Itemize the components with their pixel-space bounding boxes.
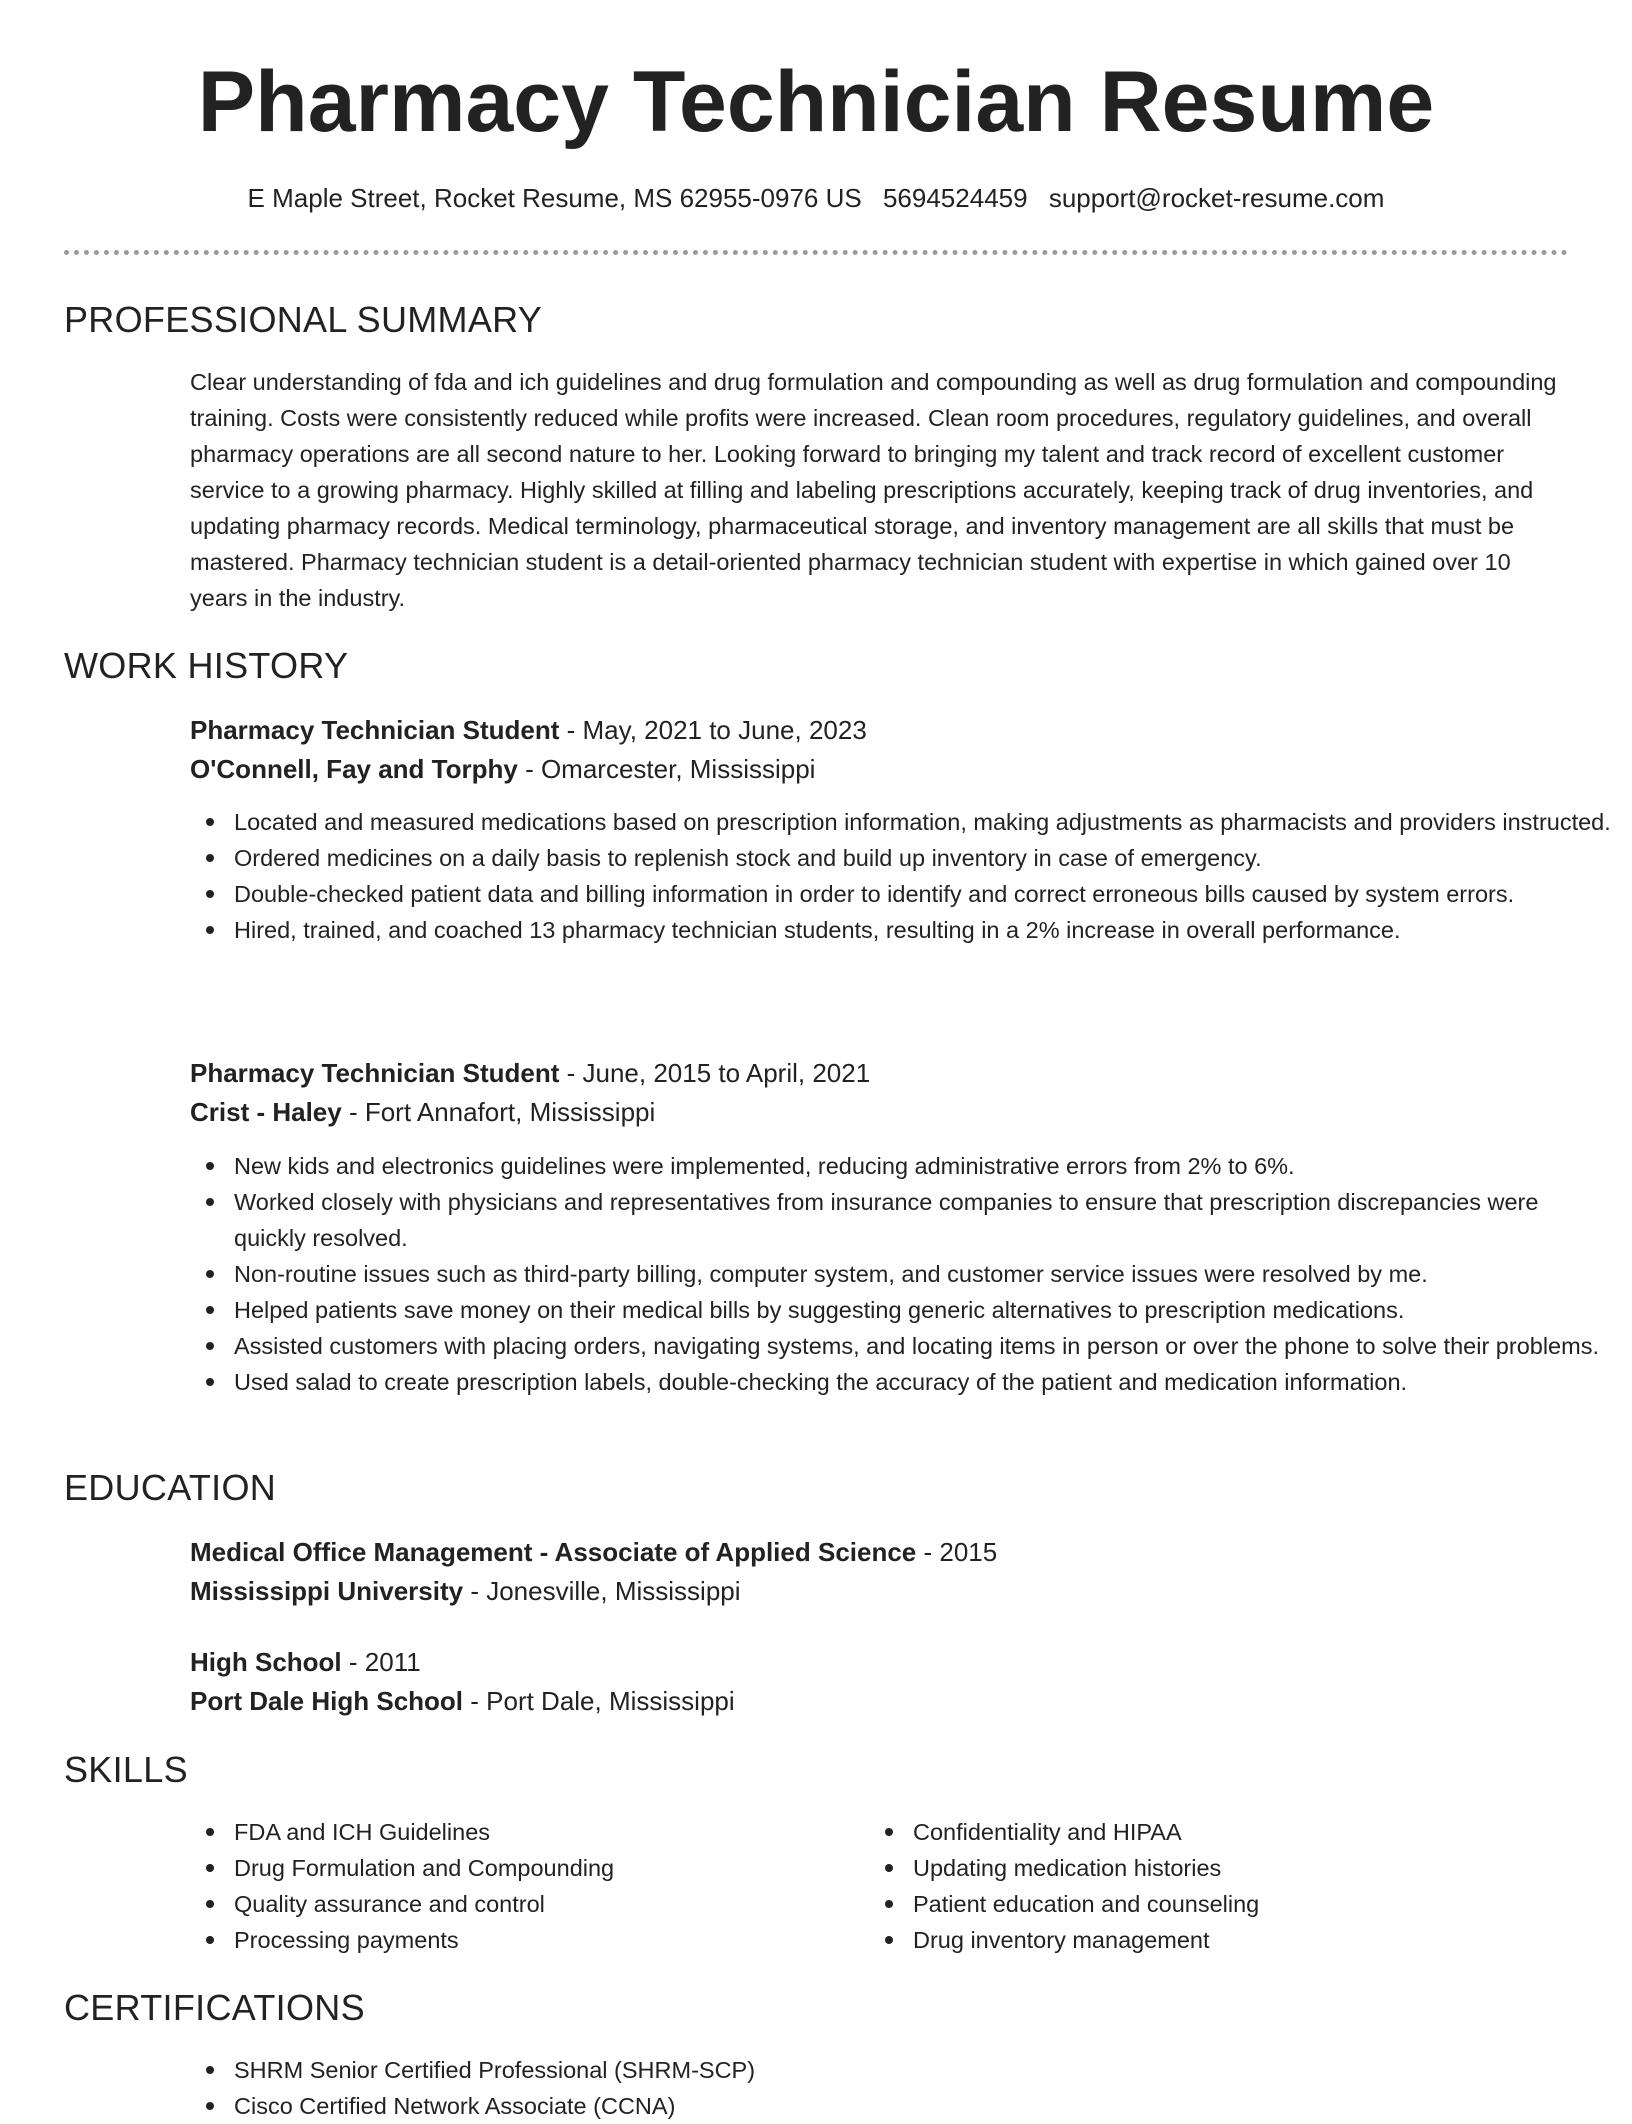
skill-item: Drug inventory management	[913, 1922, 1533, 1958]
job-location: - Fort Annafort, Mississippi	[341, 1097, 656, 1127]
job-bullet: Located and measured medications based on prescription information, making adjustments as pharmacists and providers instructed.	[234, 804, 1614, 840]
skills-list-left	[190, 1814, 854, 1958]
skill-item: Updating medication histories	[913, 1850, 1533, 1886]
job-role-line	[190, 711, 1570, 750]
job-company-line	[190, 750, 1570, 789]
education-degree-line	[190, 1533, 1570, 1572]
education-school: Mississippi University	[190, 1576, 464, 1606]
phone-text: 5694524459	[882, 183, 1028, 213]
job-bullet: Double-checked patient data and billing information in order to identify and correct erroneous bills caused by system errors.	[234, 876, 1614, 912]
skills-heading: SKILLS	[64, 1749, 188, 1790]
job-dates: - May, 2021 to June, 2023	[559, 715, 867, 745]
job-role: Pharmacy Technician Student	[190, 715, 560, 745]
education-year: - 2011	[341, 1647, 421, 1677]
skill-item: Drug Formulation and Compounding	[234, 1850, 854, 1886]
job-location: - Omarcester, Mississippi	[517, 754, 816, 784]
certifications-heading: CERTIFICATIONS	[64, 1987, 365, 2028]
education-degree: Medical Office Management - Associate of Applied Science	[190, 1537, 917, 1567]
job-header	[190, 1054, 1570, 1132]
job-role: Pharmacy Technician Student	[190, 1058, 560, 1088]
email-link[interactable]: support@rocket-resume.com	[1048, 183, 1385, 213]
education-school-line	[190, 1572, 1570, 1611]
education-degree: High School	[190, 1647, 342, 1677]
contact-line	[0, 180, 1632, 216]
education-entry	[190, 1533, 1570, 1611]
job-bullet: New kids and electronics guidelines were implemented, reducing administrative errors from 2% to 6%.	[234, 1148, 1614, 1184]
header-divider	[64, 250, 1568, 255]
job-role-line	[190, 1054, 1570, 1093]
job-bullet-list	[190, 804, 1614, 948]
summary-text: Clear understanding of fda and ich guidelines and drug formulation and compounding as well as drug formulation and compounding training. Costs were consistently reduced while profits were increased. Clean room procedures, regulatory guidelines, and overall pharmacy operations are all second nature to her. Looking forward to bringing my talent and track record of excellent customer service to a growing pharmacy. Highly skilled at filling and labeling prescriptions accurately, keeping track of drug inventories, and updating pharmacy records. Medical terminology, pharmaceutical storage, and inventory management are all skills that must be mastered. Pharmacy technician student is a detail-oriented pharmacy technician student with expertise in which gained over 10 years in the industry.	[190, 369, 1557, 611]
education-degree-line	[190, 1643, 1570, 1682]
work-history-heading: WORK HISTORY	[64, 645, 349, 686]
job-bullet-list	[190, 1148, 1614, 1400]
skill-item: Quality assurance and control	[234, 1886, 854, 1922]
education-location: - Jonesville, Mississippi	[463, 1576, 741, 1606]
education-school: Port Dale High School	[190, 1686, 464, 1716]
job-bullet: Non-routine issues such as third-party billing, computer system, and customer service issues were resolved by me.	[234, 1256, 1614, 1292]
job-bullet: Used salad to create prescription labels, double-checking the accuracy of the patient and medication information.	[234, 1364, 1614, 1400]
job-company-line	[190, 1093, 1570, 1132]
certification-item: Cisco Certified Network Associate (CCNA)	[234, 2088, 1614, 2124]
education-entry	[190, 1643, 1570, 1721]
education-school-line	[190, 1682, 1570, 1721]
address-text: E Maple Street, Rocket Resume, MS 62955-0976 US	[247, 183, 862, 213]
job-bullet: Ordered medicines on a daily basis to replenish stock and build up inventory in case of emergency.	[234, 840, 1614, 876]
skill-item: FDA and ICH Guidelines	[234, 1814, 854, 1850]
job-bullet: Hired, trained, and coached 13 pharmacy technician students, resulting in a 2% increase in overall performance.	[234, 912, 1614, 948]
resume-title: Pharmacy Technician Resume	[197, 54, 1435, 150]
skills-list-right	[869, 1814, 1533, 1958]
job-company: O'Connell, Fay and Torphy	[190, 754, 518, 784]
job-company: Crist - Haley	[190, 1097, 342, 1127]
education-location: - Port Dale, Mississippi	[463, 1686, 735, 1716]
job-header	[190, 711, 1570, 789]
summary-heading: PROFESSIONAL SUMMARY	[64, 299, 543, 340]
job-bullet: Helped patients save money on their medical bills by suggesting generic alternatives to prescription medications.	[234, 1292, 1614, 1328]
job-dates: - June, 2015 to April, 2021	[559, 1058, 871, 1088]
certifications-list	[190, 2052, 1614, 2124]
education-heading: EDUCATION	[64, 1467, 277, 1508]
skill-item: Confidentiality and HIPAA	[913, 1814, 1533, 1850]
job-bullet: Assisted customers with placing orders, navigating systems, and locating items in person or over the phone to solve their problems.	[234, 1328, 1614, 1364]
certification-item: SHRM Senior Certified Professional (SHRM-SCP)	[234, 2052, 1614, 2088]
skill-item: Processing payments	[234, 1922, 854, 1958]
education-year: - 2015	[916, 1537, 998, 1567]
job-bullet: Worked closely with physicians and representatives from insurance companies to ensure that prescription discrepancies were quickly resolved.	[234, 1184, 1614, 1256]
skill-item: Patient education and counseling	[913, 1886, 1533, 1922]
